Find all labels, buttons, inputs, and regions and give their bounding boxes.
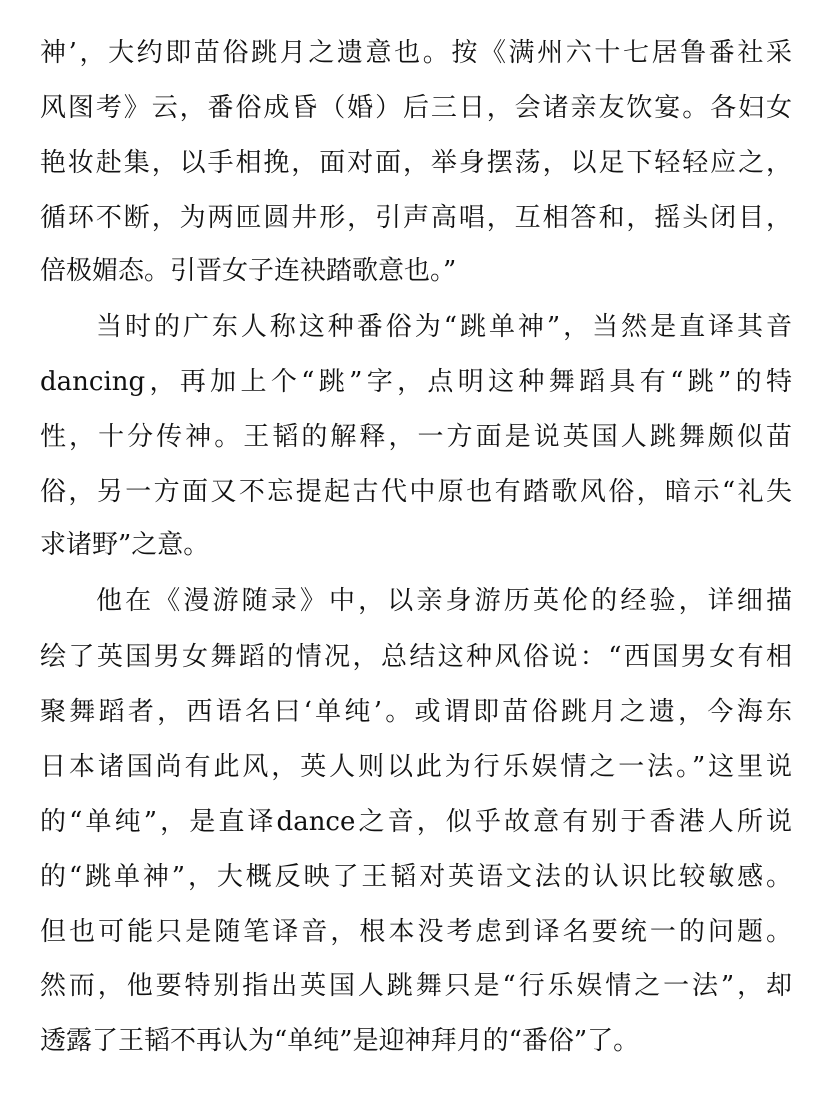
text-line: 然而，他要特别指出英国人跳舞只是“行乐娱情之一法”，却: [40, 971, 792, 1001]
text-line: 透露了王韬不再认为“单纯”是迎神拜月的“番俗”了。: [40, 1026, 640, 1056]
text-line: 俗，另一方面又不忘提起古代中原也有踏歌风俗，暗示“礼失: [40, 477, 792, 507]
text-line: 他在《漫游随录》中，以亲身游历英伦的经验，详细描: [96, 586, 792, 616]
text-line: 倍极媚态。引晋女子连袂踏歌意也。”: [40, 256, 457, 286]
text-line: 的“单纯”，是直译dance之音，似乎故意有别于香港人所说: [40, 807, 792, 837]
text-line: 当时的广东人称这种番俗为“跳单神”，当然是直译其音: [96, 312, 792, 342]
text-line: 艳妆赴集，以手相挽，面对面，举身摆荡，以足下轻轻应之，: [40, 148, 792, 178]
text-line: 的“跳单神”，大概反映了王韬对英语文法的认识比较敏感。: [40, 862, 792, 892]
text-line: 性，十分传神。王韬的解释，一方面是说英国人跳舞颇似苗: [40, 422, 792, 452]
text-line: 循环不断，为两匝圆井形，引声高唱，互相答和，摇头闭目，: [40, 203, 792, 233]
text-line: 风图考》云，番俗成昏（婚）后三日，会诸亲友饮宴。各妇女: [40, 93, 792, 123]
text-line: dancing，再加上个“跳”字，点明这种舞蹈具有“跳”的特: [40, 367, 792, 397]
text-line: 绘了英国男女舞蹈的情况，总结这种风俗说：“西国男女有相: [40, 642, 792, 672]
text-line: 神’，大约即苗俗跳月之遗意也。按《满州六十七居鲁番社采: [40, 38, 792, 68]
text-line: 但也可能只是随笔译音，根本没考虑到译名要统一的问题。: [40, 917, 792, 947]
text-line: 日本诸国尚有此风，英人则以此为行乐娱情之一法。”这里说: [40, 752, 792, 782]
text-line: 聚舞蹈者，西语名曰‘单纯’。或谓即苗俗跳月之遗，今海东: [40, 697, 792, 727]
text-line: 求诸野”之意。: [40, 530, 210, 560]
